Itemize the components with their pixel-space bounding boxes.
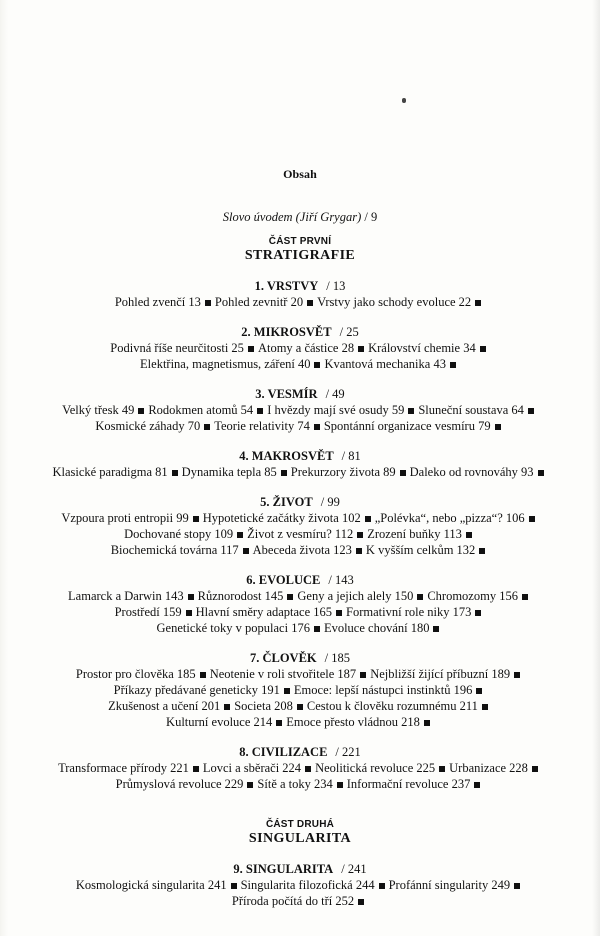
chapter-heading [0,448,600,464]
square-bullet-icon [356,548,362,554]
square-bullet-icon [417,594,423,600]
subsection-item: Příkazy předávané geneticky 191 [113,683,280,697]
square-bullet-icon [237,532,243,538]
subsection-line [0,698,600,714]
subsection-item: Prekurzory života 89 [290,465,396,479]
square-bullet-icon [522,594,528,600]
parts-container [0,235,600,909]
chapter-entry [0,448,600,480]
chapter-title: 7. ČLOVĚK [249,651,317,665]
subsection-line [0,340,600,356]
subsection-item: Abeceda života 123 [252,543,352,557]
square-bullet-icon [314,362,320,368]
subsection-item: Podivná říše neurčitosti 25 [110,341,244,355]
subsection-item: Velký třesk 49 [62,403,135,417]
subsection-line [0,682,600,698]
square-bullet-icon [305,766,311,772]
square-bullet-icon [284,688,290,694]
subsection-item: Transformace přírody 221 [58,761,189,775]
square-bullet-icon [314,424,320,430]
subsection-item: Geny a jejich alely 150 [297,589,414,603]
square-bullet-icon [186,610,192,616]
subsection-item: Sítě a toky 234 [257,777,333,791]
square-bullet-icon [287,594,293,600]
chapter-entry [0,494,600,558]
square-bullet-icon [357,532,363,538]
subsection-item: Genetické toky v populaci 176 [156,621,310,635]
subsection-item: Zkušenost a učení 201 [108,699,221,713]
part-title: STRATIGRAFIE [244,248,356,263]
square-bullet-icon [475,610,481,616]
square-bullet-icon [482,704,488,710]
chapter-heading [0,572,600,588]
square-bullet-icon [307,300,313,306]
subsection-item: Biochemická továrna 117 [110,543,239,557]
subsection-item: Dynamika tepla 85 [181,465,277,479]
subsection-item: Život z vesmíru? 112 [247,527,354,541]
subsection-item: Formativní role niky 173 [346,605,472,619]
subsection-item: Societa 208 [234,699,293,713]
square-bullet-icon [495,424,501,430]
part-section [0,818,600,909]
subsection-item: Elektřina, magnetismus, záření 40 [140,357,311,371]
subsection-item: Cestou k člověku rozumnému 211 [306,699,478,713]
square-bullet-icon [474,782,480,788]
square-bullet-icon [247,782,253,788]
chapter-page: / 49 [325,387,345,401]
subsection-item: Emoce: lepší nástupci instinktů 196 [293,683,473,697]
square-bullet-icon [466,532,472,538]
chapter-entry [0,744,600,792]
square-bullet-icon [297,704,303,710]
square-bullet-icon [337,782,343,788]
square-bullet-icon [514,883,520,889]
part-label: ČÁST PRVNÍ [268,236,332,247]
part-label: ČÁST DRUHÁ [265,819,335,830]
subsection-line [0,893,600,909]
subsection-line [0,402,600,418]
square-bullet-icon [188,594,194,600]
ink-speck [402,98,406,103]
square-bullet-icon [424,720,430,726]
subsection-item: Pohled zvenčí 13 [114,295,201,309]
subsection-line [0,464,600,480]
subsection-item: Sluneční soustava 64 [418,403,524,417]
square-bullet-icon [450,362,456,368]
square-bullet-icon [205,300,211,306]
subsection-item: Rodokmen atomů 54 [148,403,254,417]
subsection-line [0,510,600,526]
subsection-line [0,760,600,776]
subsection-line [0,776,600,792]
square-bullet-icon [248,346,254,352]
subsection-line [0,620,600,636]
square-bullet-icon [360,672,366,678]
chapter-heading [0,386,600,402]
square-bullet-icon [257,408,263,414]
subsection-item: Urbanizace 228 [449,761,528,775]
chapter-entry [0,386,600,434]
chapter-page: / 99 [320,495,340,509]
chapter-title: 8. CIVILIZACE [239,745,328,759]
square-bullet-icon [204,424,210,430]
subsection-item: Spontánní organizace vesmíru 79 [323,419,491,433]
square-bullet-icon [314,626,320,632]
subsection-item: Teorie relativity 74 [214,419,310,433]
chapter-page: / 13 [326,279,346,293]
square-bullet-icon [358,899,364,905]
subsection-item: Kulturní evoluce 214 [166,715,273,729]
square-bullet-icon [231,883,237,889]
square-bullet-icon [224,704,230,710]
square-bullet-icon [514,672,520,678]
chapter-title: 1. VRSTVY [254,279,319,293]
subsection-item: Příroda počítá do tří 252 [231,894,355,908]
chapter-entry [0,650,600,730]
chapter-title: 3. VESMÍR [255,387,318,401]
subsection-item: Kosmické záhady 70 [95,419,201,433]
subsection-line [0,542,600,558]
square-bullet-icon [408,408,414,414]
subsection-item: Pohled zevnitř 20 [214,295,304,309]
chapter-page: / 185 [324,651,351,665]
square-bullet-icon [281,470,287,476]
subsection-item: Neolitická revoluce 225 [315,761,436,775]
subsection-item: Evoluce chování 180 [323,621,430,635]
square-bullet-icon [532,766,538,772]
subsection-item: „Polévka“, nebo „pizza“? 106 [374,511,525,525]
square-bullet-icon [276,720,282,726]
square-bullet-icon [528,408,534,414]
subsection-item: Singularita filozofická 244 [240,878,375,892]
square-bullet-icon [479,548,485,554]
table-of-contents [0,166,600,909]
subsection-item: Chromozomy 156 [427,589,518,603]
square-bullet-icon [243,548,249,554]
chapter-page: / 143 [328,573,354,587]
square-bullet-icon [480,346,486,352]
part-title: SINGULARITA [248,831,352,846]
square-bullet-icon [433,626,439,632]
square-bullet-icon [358,346,364,352]
subsection-item: Hlavní směry adaptace 165 [195,605,333,619]
square-bullet-icon [529,516,535,522]
chapter-title: 9. SINGULARITA [233,862,334,876]
chapter-heading [0,278,600,294]
chapter-entry [0,324,600,372]
subsection-line [0,588,600,604]
chapter-page: / 241 [341,862,367,876]
foreword-entry [0,209,600,225]
chapter-page: / 221 [335,745,361,759]
subsection-item: Hypotetické začátky života 102 [202,511,361,525]
square-bullet-icon [379,883,385,889]
subsection-line [0,356,600,372]
chapter-entry [0,861,600,909]
chapter-title: 6. EVOLUCE [246,573,321,587]
chapter-heading [0,324,600,340]
chapter-heading [0,744,600,760]
square-bullet-icon [365,516,371,522]
subsection-item: Atomy a částice 28 [257,341,355,355]
chapter-entry [0,572,600,636]
square-bullet-icon [193,516,199,522]
subsection-item: Prostor pro člověka 185 [75,667,196,681]
subsection-item: Emoce přesto vládnou 218 [286,715,420,729]
subsection-line [0,877,600,893]
square-bullet-icon [172,470,178,476]
chapter-heading [0,650,600,666]
chapter-title: 4. MAKROSVĚT [239,449,334,463]
subsection-item: Profánní singularity 249 [388,878,511,892]
subsection-item: Kvantová mechanika 43 [324,357,446,371]
subsection-item: Vrstvy jako schody evoluce 22 [317,295,472,309]
subsection-item: Nejbližší žijící příbuzní 189 [370,667,511,681]
foreword-label: Slovo úvodem (Jiří Grygar) [222,210,362,224]
chapter-heading [0,861,600,877]
subsection-item: Kosmologická singularita 241 [75,878,227,892]
subsection-item: Lovci a sběrači 224 [202,761,302,775]
subsection-line [0,526,600,542]
square-bullet-icon [475,300,481,306]
subsection-item: Lamarck a Darwin 143 [68,589,184,603]
subsection-item: Informační revoluce 237 [346,777,471,791]
square-bullet-icon [200,672,206,678]
chapter-heading [0,494,600,510]
subsection-item: Klasické paradigma 81 [52,465,168,479]
subsection-item: K vyšším celkům 132 [365,543,476,557]
subsection-item: Daleko od rovnováhy 93 [409,465,534,479]
chapter-entry [0,278,600,310]
subsection-line [0,294,600,310]
subsection-item: Dochované stopy 109 [124,527,234,541]
square-bullet-icon [400,470,406,476]
subsection-line [0,666,600,682]
chapter-title: 2. MIKROSVĚT [241,325,332,339]
subsection-item: Neotenie v roli stvořitele 187 [209,667,357,681]
square-bullet-icon [476,688,482,694]
square-bullet-icon [138,408,144,414]
subsection-item: Království chemie 34 [368,341,476,355]
toc-title: Obsah [283,167,317,181]
square-bullet-icon [336,610,342,616]
chapter-page: / 25 [339,325,359,339]
square-bullet-icon [538,470,544,476]
subsection-line [0,418,600,434]
subsection-item: Zrození buňky 113 [367,527,462,541]
chapter-title: 5. ŽIVOT [260,495,313,509]
subsection-line [0,604,600,620]
part-section [0,235,600,792]
foreword-page: / 9 [364,210,378,224]
subsection-item: Prostředí 159 [114,605,182,619]
chapter-page: / 81 [341,449,361,463]
subsection-item: Vzpoura proti entropii 99 [61,511,189,525]
square-bullet-icon [193,766,199,772]
subsection-line [0,714,600,730]
subsection-item: Různorodost 145 [197,589,284,603]
subsection-item: Průmyslová revoluce 229 [115,777,244,791]
square-bullet-icon [439,766,445,772]
subsection-item: I hvězdy mají své osudy 59 [267,403,405,417]
